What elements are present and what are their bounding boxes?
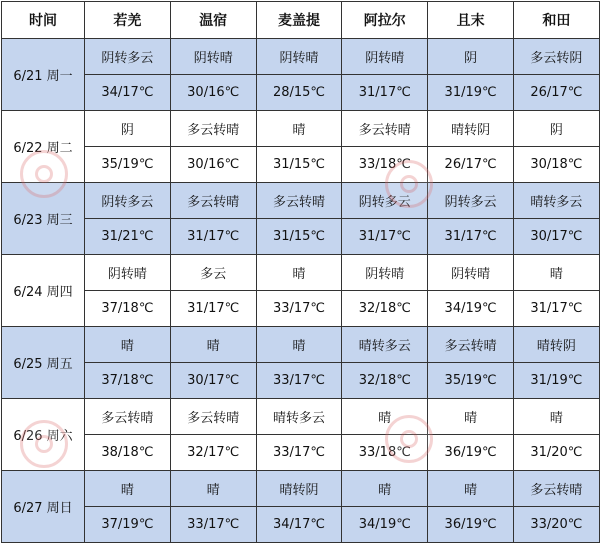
weather-cell-qiemo: 晴转阴 (428, 111, 514, 147)
temperature-cell-wensu: 31/17℃ (170, 291, 256, 327)
temperature-cell-hotan: 31/19℃ (513, 363, 599, 399)
weather-cell-hotan: 晴 (513, 399, 599, 435)
temperature-cell-ruoqiang: 31/21℃ (85, 219, 171, 255)
weather-cell-ruoqiang: 阴转晴 (85, 255, 171, 291)
temperature-cell-ruoqiang: 38/18℃ (85, 435, 171, 471)
table-row (2, 327, 600, 363)
weather-cell-hotan: 多云转阴 (513, 39, 599, 75)
temperature-cell-wensu: 33/17℃ (170, 507, 256, 543)
header-city-wensu: 温宿 (170, 2, 256, 39)
temperature-cell-ruoqiang: 34/17℃ (85, 75, 171, 111)
weather-cell-alar: 晴 (342, 471, 428, 507)
weather-cell-wensu: 多云 (170, 255, 256, 291)
weather-cell-wensu: 晴 (170, 471, 256, 507)
date-cell: 6/23 周三 (2, 183, 85, 255)
weather-cell-hotan: 多云转晴 (513, 471, 599, 507)
temperature-cell-qiemo: 31/17℃ (428, 219, 514, 255)
header-time: 时间 (2, 2, 85, 39)
date-cell: 6/27 周日 (2, 471, 85, 543)
weather-cell-maigaiti: 晴转阴 (256, 471, 342, 507)
temperature-cell-wensu: 30/16℃ (170, 75, 256, 111)
header-city-hotan: 和田 (513, 2, 599, 39)
weather-cell-wensu: 多云转晴 (170, 111, 256, 147)
weather-cell-maigaiti: 阴转晴 (256, 39, 342, 75)
header-city-alar: 阿拉尔 (342, 2, 428, 39)
temperature-cell-hotan: 30/18℃ (513, 147, 599, 183)
weather-cell-wensu: 多云转晴 (170, 399, 256, 435)
weather-cell-qiemo: 晴 (428, 399, 514, 435)
temperature-cell-maigaiti: 33/17℃ (256, 291, 342, 327)
weather-cell-maigaiti: 多云转晴 (256, 183, 342, 219)
table-row (2, 219, 600, 255)
date-cell: 6/24 周四 (2, 255, 85, 327)
date-cell: 6/21 周一 (2, 39, 85, 111)
table-row (2, 111, 600, 147)
temperature-cell-maigaiti: 33/17℃ (256, 363, 342, 399)
temperature-cell-hotan: 30/17℃ (513, 219, 599, 255)
temperature-cell-hotan: 31/17℃ (513, 291, 599, 327)
weather-cell-alar: 多云转晴 (342, 111, 428, 147)
temperature-cell-hotan: 26/17℃ (513, 75, 599, 111)
temperature-cell-wensu: 32/17℃ (170, 435, 256, 471)
temperature-cell-hotan: 31/20℃ (513, 435, 599, 471)
temperature-cell-ruoqiang: 35/19℃ (85, 147, 171, 183)
weather-cell-ruoqiang: 晴 (85, 471, 171, 507)
weather-cell-ruoqiang: 阴转多云 (85, 39, 171, 75)
temperature-cell-qiemo: 36/19℃ (428, 435, 514, 471)
weather-cell-ruoqiang: 多云转晴 (85, 399, 171, 435)
weather-cell-alar: 阴转晴 (342, 255, 428, 291)
weather-cell-qiemo: 晴 (428, 471, 514, 507)
weather-cell-hotan: 晴转阴 (513, 327, 599, 363)
weather-cell-hotan: 晴 (513, 255, 599, 291)
weather-cell-alar: 晴转多云 (342, 327, 428, 363)
table-row (2, 255, 600, 291)
temperature-cell-qiemo: 34/19℃ (428, 291, 514, 327)
weather-cell-qiemo: 阴转晴 (428, 255, 514, 291)
weather-cell-ruoqiang: 阴 (85, 111, 171, 147)
temperature-cell-wensu: 31/17℃ (170, 219, 256, 255)
table-row (2, 183, 600, 219)
weather-cell-qiemo: 多云转晴 (428, 327, 514, 363)
table-row (2, 363, 600, 399)
temperature-cell-alar: 32/18℃ (342, 363, 428, 399)
weather-cell-maigaiti: 晴 (256, 255, 342, 291)
temperature-cell-qiemo: 31/19℃ (428, 75, 514, 111)
temperature-cell-alar: 31/17℃ (342, 219, 428, 255)
forecast-body (2, 39, 600, 543)
temperature-cell-alar: 34/19℃ (342, 507, 428, 543)
date-cell: 6/25 周五 (2, 327, 85, 399)
weather-cell-wensu: 多云转晴 (170, 183, 256, 219)
table-row (2, 291, 600, 327)
header-city-ruoqiang: 若羌 (85, 2, 171, 39)
header-city-maigaiti: 麦盖提 (256, 2, 342, 39)
table-row (2, 75, 600, 111)
temperature-cell-maigaiti: 28/15℃ (256, 75, 342, 111)
header-row (2, 2, 600, 39)
weather-cell-wensu: 阴转晴 (170, 39, 256, 75)
table-row (2, 507, 600, 543)
weather-cell-hotan: 阴 (513, 111, 599, 147)
table-row (2, 471, 600, 507)
table-row (2, 147, 600, 183)
temperature-cell-qiemo: 26/17℃ (428, 147, 514, 183)
header-city-qiemo: 且末 (428, 2, 514, 39)
temperature-cell-ruoqiang: 37/18℃ (85, 363, 171, 399)
weather-cell-wensu: 晴 (170, 327, 256, 363)
weather-cell-alar: 阴转多云 (342, 183, 428, 219)
temperature-cell-ruoqiang: 37/19℃ (85, 507, 171, 543)
weather-forecast-table (1, 1, 600, 543)
weather-cell-ruoqiang: 晴 (85, 327, 171, 363)
temperature-cell-ruoqiang: 37/18℃ (85, 291, 171, 327)
temperature-cell-alar: 32/18℃ (342, 291, 428, 327)
weather-cell-qiemo: 阴 (428, 39, 514, 75)
temperature-cell-maigaiti: 31/15℃ (256, 147, 342, 183)
temperature-cell-maigaiti: 33/17℃ (256, 435, 342, 471)
table-row (2, 399, 600, 435)
temperature-cell-alar: 33/18℃ (342, 435, 428, 471)
temperature-cell-wensu: 30/17℃ (170, 363, 256, 399)
date-cell: 6/22 周二 (2, 111, 85, 183)
temperature-cell-maigaiti: 34/17℃ (256, 507, 342, 543)
table-row (2, 435, 600, 471)
weather-cell-maigaiti: 晴 (256, 327, 342, 363)
temperature-cell-qiemo: 36/19℃ (428, 507, 514, 543)
weather-cell-maigaiti: 晴转多云 (256, 399, 342, 435)
temperature-cell-alar: 31/17℃ (342, 75, 428, 111)
weather-cell-alar: 阴转晴 (342, 39, 428, 75)
weather-cell-alar: 晴 (342, 399, 428, 435)
temperature-cell-alar: 33/18℃ (342, 147, 428, 183)
date-cell: 6/26 周六 (2, 399, 85, 471)
weather-cell-maigaiti: 晴 (256, 111, 342, 147)
temperature-cell-wensu: 30/16℃ (170, 147, 256, 183)
temperature-cell-hotan: 33/20℃ (513, 507, 599, 543)
weather-cell-hotan: 晴转多云 (513, 183, 599, 219)
weather-cell-ruoqiang: 阴转多云 (85, 183, 171, 219)
table-row (2, 39, 600, 75)
temperature-cell-qiemo: 35/19℃ (428, 363, 514, 399)
temperature-cell-maigaiti: 31/15℃ (256, 219, 342, 255)
weather-cell-qiemo: 阴转多云 (428, 183, 514, 219)
